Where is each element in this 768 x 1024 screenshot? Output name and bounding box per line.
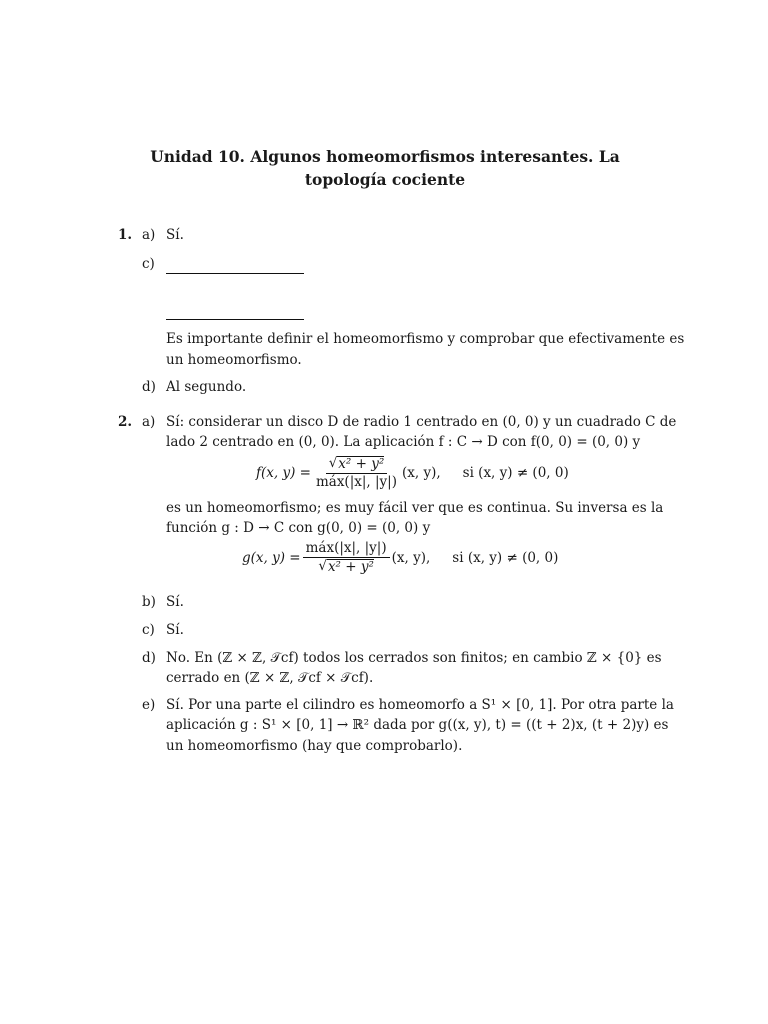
exercise-2e-line-3: un homeomorfismo (hay que comprobarlo). bbox=[166, 738, 463, 754]
exercise-2c-answer: Sí. bbox=[166, 622, 184, 638]
exercise-1d-answer: Al segundo. bbox=[166, 379, 247, 395]
equation-g-lhs: g(x, y) = bbox=[242, 550, 301, 566]
equation-g-rhs: (x, y), bbox=[391, 550, 431, 566]
equation-f-condition: si (x, y) ≠ (0, 0) bbox=[462, 465, 569, 481]
exercise-1c-note-line-1: Es importante definir el homeomorfismo y comprobar que efectivamente es bbox=[166, 331, 685, 347]
exercise-2a-line-1: Sí: considerar un disco D de radio 1 centrado en (0, 0) y un cuadrado C de bbox=[166, 414, 677, 430]
equation-g-fraction: máx(|x|, |y|) √ x² + y² bbox=[303, 541, 390, 575]
exercise-1c-note-line-2: un homeomorfismo. bbox=[166, 352, 302, 368]
exercise-2b-label: b) bbox=[142, 594, 156, 610]
equation-f-lhs: f(x, y) = bbox=[256, 465, 311, 481]
equation-f-rhs: (x, y), bbox=[401, 465, 441, 481]
exercise-2b-answer: Sí. bbox=[166, 594, 184, 610]
exercise-2d-line-1: No. En (ℤ × ℤ, 𝒯cf) todos los cerrados son finitos; en cambio ℤ × {0} es bbox=[166, 650, 662, 666]
equation-g-condition: si (x, y) ≠ (0, 0) bbox=[452, 550, 559, 566]
exercise-2-number: 2. bbox=[118, 414, 133, 430]
exercise-2e-line-1: Sí. Por una parte el cilindro es homeomorfo a S¹ × [0, 1]. Por otra parte la bbox=[166, 697, 674, 713]
exercise-2a-line-3: es un homeomorfismo; es muy fácil ver que es continua. Su inversa es la bbox=[166, 500, 664, 516]
equation-f-numerator: x² + y² bbox=[338, 456, 385, 472]
blank-rule-2 bbox=[166, 319, 304, 320]
exercise-2d-label: d) bbox=[142, 650, 156, 666]
exercise-2a-line-2: lado 2 centrado en (0, 0). La aplicación f : C → D con f(0, 0) = (0, 0) y bbox=[166, 434, 641, 450]
equation-f-denominator: máx(|x|, |y|) bbox=[315, 474, 397, 490]
exercise-1-number: 1. bbox=[118, 227, 133, 243]
title-line-2: topología cociente bbox=[304, 170, 466, 189]
equation-f-fraction: √ x² + y² máx(|x|, |y|) bbox=[313, 456, 400, 490]
exercise-2a-label: a) bbox=[142, 414, 156, 430]
equation-g-denominator: x² + y² bbox=[327, 559, 374, 575]
exercise-2e-line-2: aplicación g : S¹ × [0, 1] → ℝ² dada por g((x, y), t) = ((t + 2)x, (t + 2)y) es bbox=[166, 717, 669, 733]
blank-rule-1 bbox=[166, 273, 304, 274]
exercise-1a-answer: Sí. bbox=[166, 227, 184, 243]
title-line-1: Unidad 10. Algunos homeomorfismos interesantes. La bbox=[150, 147, 620, 166]
equation-g bbox=[242, 541, 558, 575]
exercise-2d-line-2: cerrado en (ℤ × ℤ, 𝒯cf × 𝒯cf). bbox=[166, 670, 374, 686]
exercise-2c-label: c) bbox=[142, 622, 155, 638]
exercise-2a-line-4: función g : D → C con g(0, 0) = (0, 0) y bbox=[166, 520, 431, 536]
equation-f bbox=[256, 456, 569, 490]
exercise-1c-label: c) bbox=[142, 256, 155, 272]
page-title bbox=[150, 145, 620, 191]
exercise-1a-label: a) bbox=[142, 227, 156, 243]
equation-g-numerator: máx(|x|, |y|) bbox=[303, 541, 390, 558]
exercise-2e-label: e) bbox=[142, 697, 156, 713]
exercise-1d-label: d) bbox=[142, 379, 156, 395]
